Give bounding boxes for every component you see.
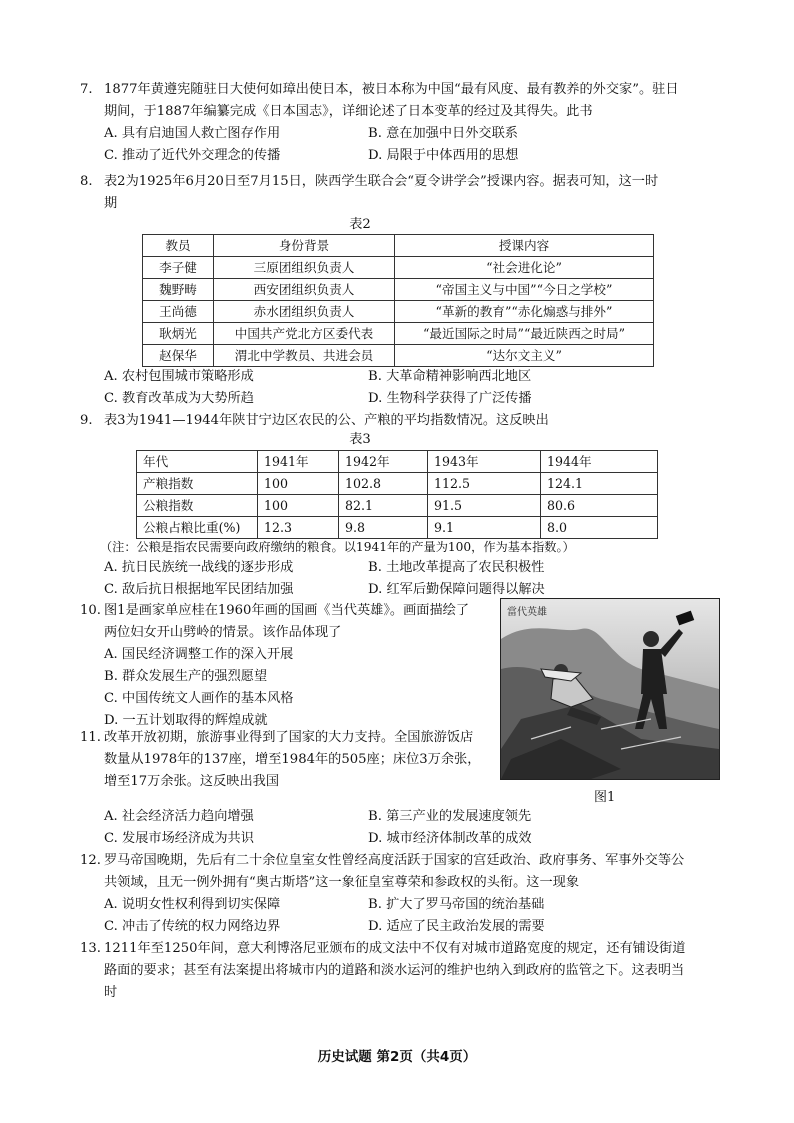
question-11-options (80, 806, 720, 850)
question-number: 9. (80, 413, 93, 428)
table-cell: 公粮占粮比重(%) (137, 517, 258, 539)
painting-image (501, 599, 719, 779)
table-cell: 产粮指数 (137, 473, 258, 495)
option-b: B. 群众发展生产的强烈愿望 (104, 669, 268, 684)
page-footer: 历史试题 第2页（共4页） (317, 1049, 477, 1065)
option-c: C. 中国传统文人画作的基本风格 (104, 691, 294, 706)
option-a: A. 农村包围城市策略形成 (104, 369, 254, 384)
table-cell: 112.5 (428, 473, 541, 495)
question-8 (80, 171, 720, 215)
option-d: D. 局限于中体西用的思想 (368, 148, 519, 163)
option-d: D. 一五计划取得的辉煌成就 (104, 713, 268, 728)
question-stem-cont: 期 (104, 196, 118, 211)
question-number: 12. (80, 853, 101, 868)
table-cell: 西安团组织负责人 (214, 279, 395, 301)
question-13 (80, 938, 720, 1004)
question-stem: 1877年黄遵宪随驻日大使何如璋出使日本，被日本称为中国“最有风度、最有教养的外交家”。驻日 (104, 82, 679, 97)
question-stem: 表3为1941—1944年陕甘宁边区农民的公、产粮的平均指数情况。这反映出 (104, 413, 549, 428)
table-cell: 王尚德 (143, 301, 214, 323)
table-row (143, 279, 654, 301)
table-header-cell: 1941年 (258, 451, 339, 473)
painting-inscription: 當代英雄 (507, 607, 547, 618)
option-a: A. 具有启迪国人救亡图存作用 (104, 126, 281, 141)
table-cell: 魏野畴 (143, 279, 214, 301)
table-cell: 80.6 (541, 495, 658, 517)
table-cell: 8.0 (541, 517, 658, 539)
table-cell: 124.1 (541, 473, 658, 495)
table-cell: 9.1 (428, 517, 541, 539)
table-3-caption: 表3 (349, 432, 371, 447)
question-10 (80, 600, 500, 732)
table-cell: 100 (258, 473, 339, 495)
question-stem-cont: 共领域，且无一例外拥有“奥古斯塔”这一象征皇室尊荣和参政权的头衔。这一现象 (104, 875, 580, 890)
question-number: 10. (80, 603, 101, 618)
table-cell: 赤水团组织负责人 (214, 301, 395, 323)
option-c: C. 教育改革成为大势所趋 (104, 391, 254, 406)
table-cell: 100 (258, 495, 339, 517)
question-11 (80, 727, 500, 793)
table-2-caption: 表2 (349, 217, 371, 232)
option-d: D. 适应了民主政治发展的需要 (368, 919, 545, 934)
option-a: A. 抗日民族统一战线的逐步形成 (104, 560, 294, 575)
question-number: 13. (80, 941, 101, 956)
table-cell: “帝国主义与中国”“今日之学校” (395, 279, 654, 301)
table-cell: “革新的教育”“赤化煽惑与排外” (395, 301, 654, 323)
table-header-cell: 1943年 (428, 451, 541, 473)
question-stem: 改革开放初期，旅游事业得到了国家的大力支持。全国旅游饭店 (104, 730, 474, 745)
table-cell: 9.8 (339, 517, 428, 539)
question-stem-cont: 路面的要求；甚至有法案提出将城市内的道路和淡水运河的维护也纳入到政府的监管之下。这表明当 (104, 963, 685, 978)
table-row (143, 323, 654, 345)
question-stem: 图1是画家单应桂在1960年画的国画《当代英雄》。画面描绘了 (104, 603, 470, 618)
table-cell: 91.5 (428, 495, 541, 517)
figure-1-painting (500, 598, 720, 780)
table-cell: 耿炳光 (143, 323, 214, 345)
question-9-options (80, 557, 720, 601)
figure-1-caption: 图1 (594, 790, 616, 805)
table-cell: “最近国际之时局”“最近陕西之时局” (395, 323, 654, 345)
table-cell: 渭北中学教员、共进会员 (214, 345, 395, 367)
option-d: D. 红军后勤保障问题得以解决 (368, 582, 545, 597)
table-cell: 三原团组织负责人 (214, 257, 395, 279)
table-cell: 赵保华 (143, 345, 214, 367)
option-d: D. 生物科学获得了广泛传播 (368, 391, 532, 406)
table-2 (142, 234, 654, 367)
table-row (137, 495, 658, 517)
question-stem: 罗马帝国晚期，先后有二十余位皇室女性曾经高度活跃于国家的宫廷政治、政府事务、军事外交等公 (104, 853, 685, 868)
option-c: C. 敌后抗日根据地军民团结加强 (104, 582, 294, 597)
option-a: A. 国民经济调整工作的深入开展 (104, 647, 294, 662)
question-7 (80, 79, 720, 167)
table-cell: 公粮指数 (137, 495, 258, 517)
question-stem-cont: 增至17万余张。这反映出我国 (104, 774, 280, 789)
table-header-cell: 身份背景 (214, 235, 395, 257)
table-note: （注：公粮是指农民需要向政府缴纳的粮食。以1941年的产量为100，作为基本指数。） (100, 540, 575, 554)
table-header-row (137, 451, 658, 473)
question-stem: 表2为1925年6月20日至7月15日，陕西学生联合会“夏令讲学会”授课内容。据表可知，这一时 (104, 174, 659, 189)
table-header-cell: 年代 (137, 451, 258, 473)
table-header-cell: 1942年 (339, 451, 428, 473)
table-row (137, 517, 658, 539)
option-c: C. 发展市场经济成为共识 (104, 831, 254, 846)
table-row (143, 301, 654, 323)
table-cell: “达尔文主义” (395, 345, 654, 367)
question-stem-cont: 期间，于1887年编纂完成《日本国志》，详细论述了日本变革的经过及其得失。此书 (104, 104, 593, 119)
question-stem-cont: 两位妇女开山劈岭的情景。该作品体现了 (104, 625, 342, 640)
table-cell: 82.1 (339, 495, 428, 517)
question-number: 8. (80, 174, 93, 189)
option-b: B. 扩大了罗马帝国的统治基础 (368, 897, 545, 912)
option-c: C. 推动了近代外交理念的传播 (104, 148, 281, 163)
table-row (143, 345, 654, 367)
question-stem: 1211年至1250年间，意大利博洛尼亚颁布的成文法中不仅有对城市道路宽度的规定，还有铺设街道 (104, 941, 686, 956)
option-b: B. 第三产业的发展速度领先 (368, 809, 532, 824)
option-a: A. 社会经济活力趋向增强 (104, 809, 254, 824)
question-8-options (80, 366, 720, 410)
table-3 (136, 450, 658, 539)
table-cell: 12.3 (258, 517, 339, 539)
table-row (143, 257, 654, 279)
question-9 (80, 410, 720, 432)
option-d: D. 城市经济体制改革的成效 (368, 831, 532, 846)
question-stem-cont: 数量从1978年的137座，增至1984年的505座；床位3万余张， (104, 752, 481, 767)
option-b: B. 大革命精神影响西北地区 (368, 369, 532, 384)
option-b: B. 土地改革提高了农民积极性 (368, 560, 545, 575)
question-number: 11. (80, 730, 101, 745)
table-cell: 102.8 (339, 473, 428, 495)
option-a: A. 说明女性权利得到切实保障 (104, 897, 281, 912)
table-cell: 中国共产党北方区委代表 (214, 323, 395, 345)
table-header-cell: 教员 (143, 235, 214, 257)
table-header-cell: 授课内容 (395, 235, 654, 257)
option-b: B. 意在加强中日外交联系 (368, 126, 518, 141)
table-header-row (143, 235, 654, 257)
question-number: 7. (80, 82, 93, 97)
table-cell: “社会进化论” (395, 257, 654, 279)
table-header-cell: 1944年 (541, 451, 658, 473)
question-stem-cont: 时 (104, 985, 118, 1000)
table-row (137, 473, 658, 495)
option-c: C. 冲击了传统的权力网络边界 (104, 919, 281, 934)
question-12 (80, 850, 720, 938)
table-cell: 李子健 (143, 257, 214, 279)
